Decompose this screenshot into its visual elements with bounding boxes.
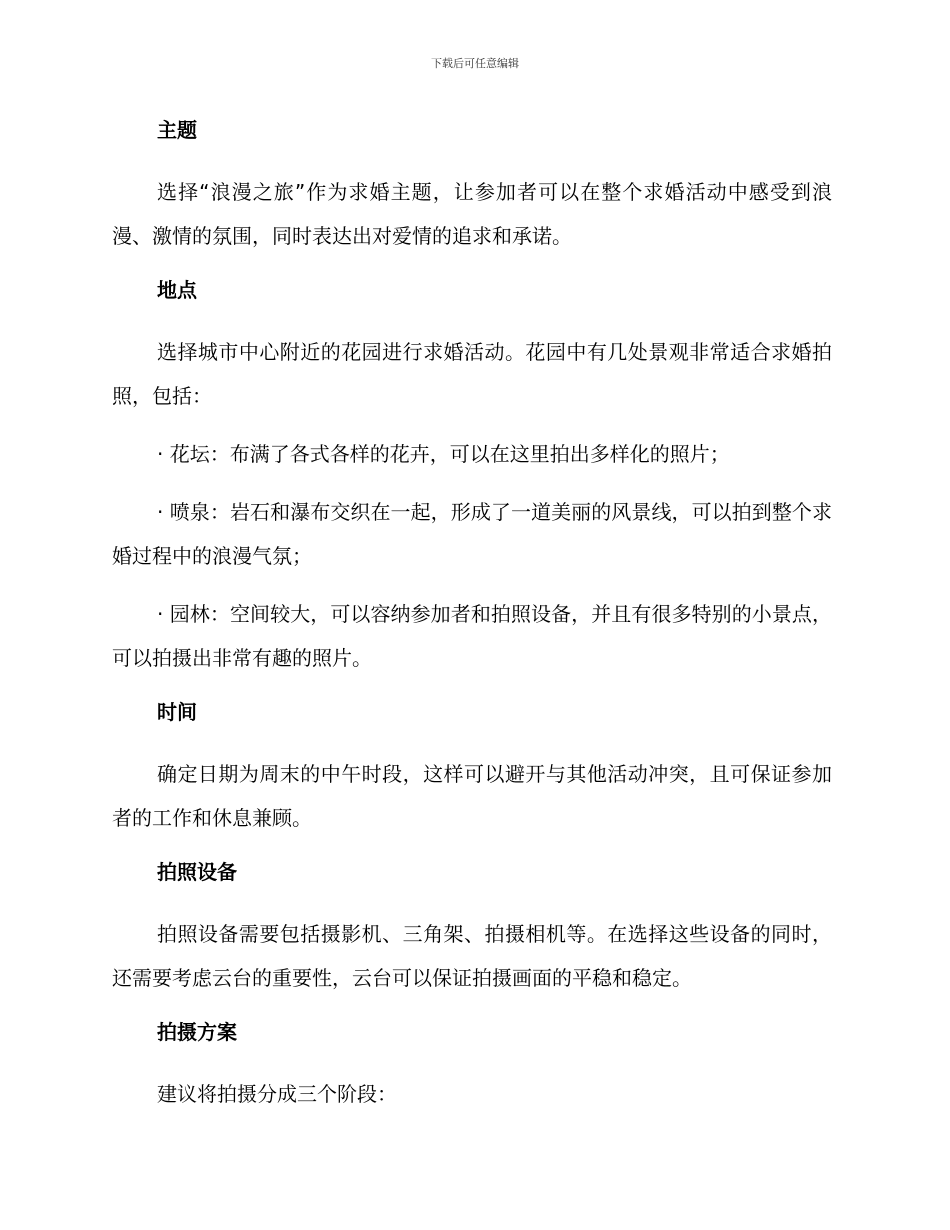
list-item: · 花坛：布满了各式各样的花卉，可以在这里拍出多样化的照片； — [157, 442, 730, 466]
section-shooting-plan — [112, 1014, 832, 1116]
paragraph: 选择“浪漫之旅”作为求婚主题，让参加者可以在整个求婚活动中感受到浪漫、激情的氛围，同时表达出对爱情的追求和承诺。 — [112, 180, 832, 248]
list-item: · 园林：空间较大，可以容纳参加者和拍照设备，并且有很多特别的小景点，可以拍摄出非常有趣的照片。 — [112, 602, 832, 670]
page-header: 下载后可任意编辑 — [431, 57, 519, 70]
section-location — [112, 272, 832, 680]
section-time — [112, 694, 832, 840]
document-body — [112, 112, 832, 1116]
section-heading: 地点 — [157, 278, 197, 302]
paragraph: 拍照设备需要包括摄影机、三角架、拍摄相机等。在选择这些设备的同时，还需要考虑云台的重要性，云台可以保证拍摄画面的平稳和稳定。 — [112, 922, 832, 990]
section-equipment — [112, 854, 832, 1000]
paragraph: 建议将拍摄分成三个阶段： — [157, 1082, 397, 1106]
section-heading: 拍摄方案 — [157, 1020, 237, 1044]
paragraph: 确定日期为周末的中午时段，这样可以避开与其他活动冲突，且可保证参加者的工作和休息兼顾。 — [112, 762, 832, 830]
section-theme — [112, 112, 832, 258]
section-heading: 主题 — [157, 118, 197, 142]
paragraph: 选择城市中心附近的花园进行求婚活动。花园中有几处景观非常适合求婚拍照，包括： — [112, 340, 832, 408]
section-heading: 拍照设备 — [157, 860, 237, 884]
section-heading: 时间 — [157, 700, 197, 724]
list-item: · 喷泉：岩石和瀑布交织在一起，形成了一道美丽的风景线，可以拍到整个求婚过程中的浪漫气氛； — [112, 500, 832, 568]
